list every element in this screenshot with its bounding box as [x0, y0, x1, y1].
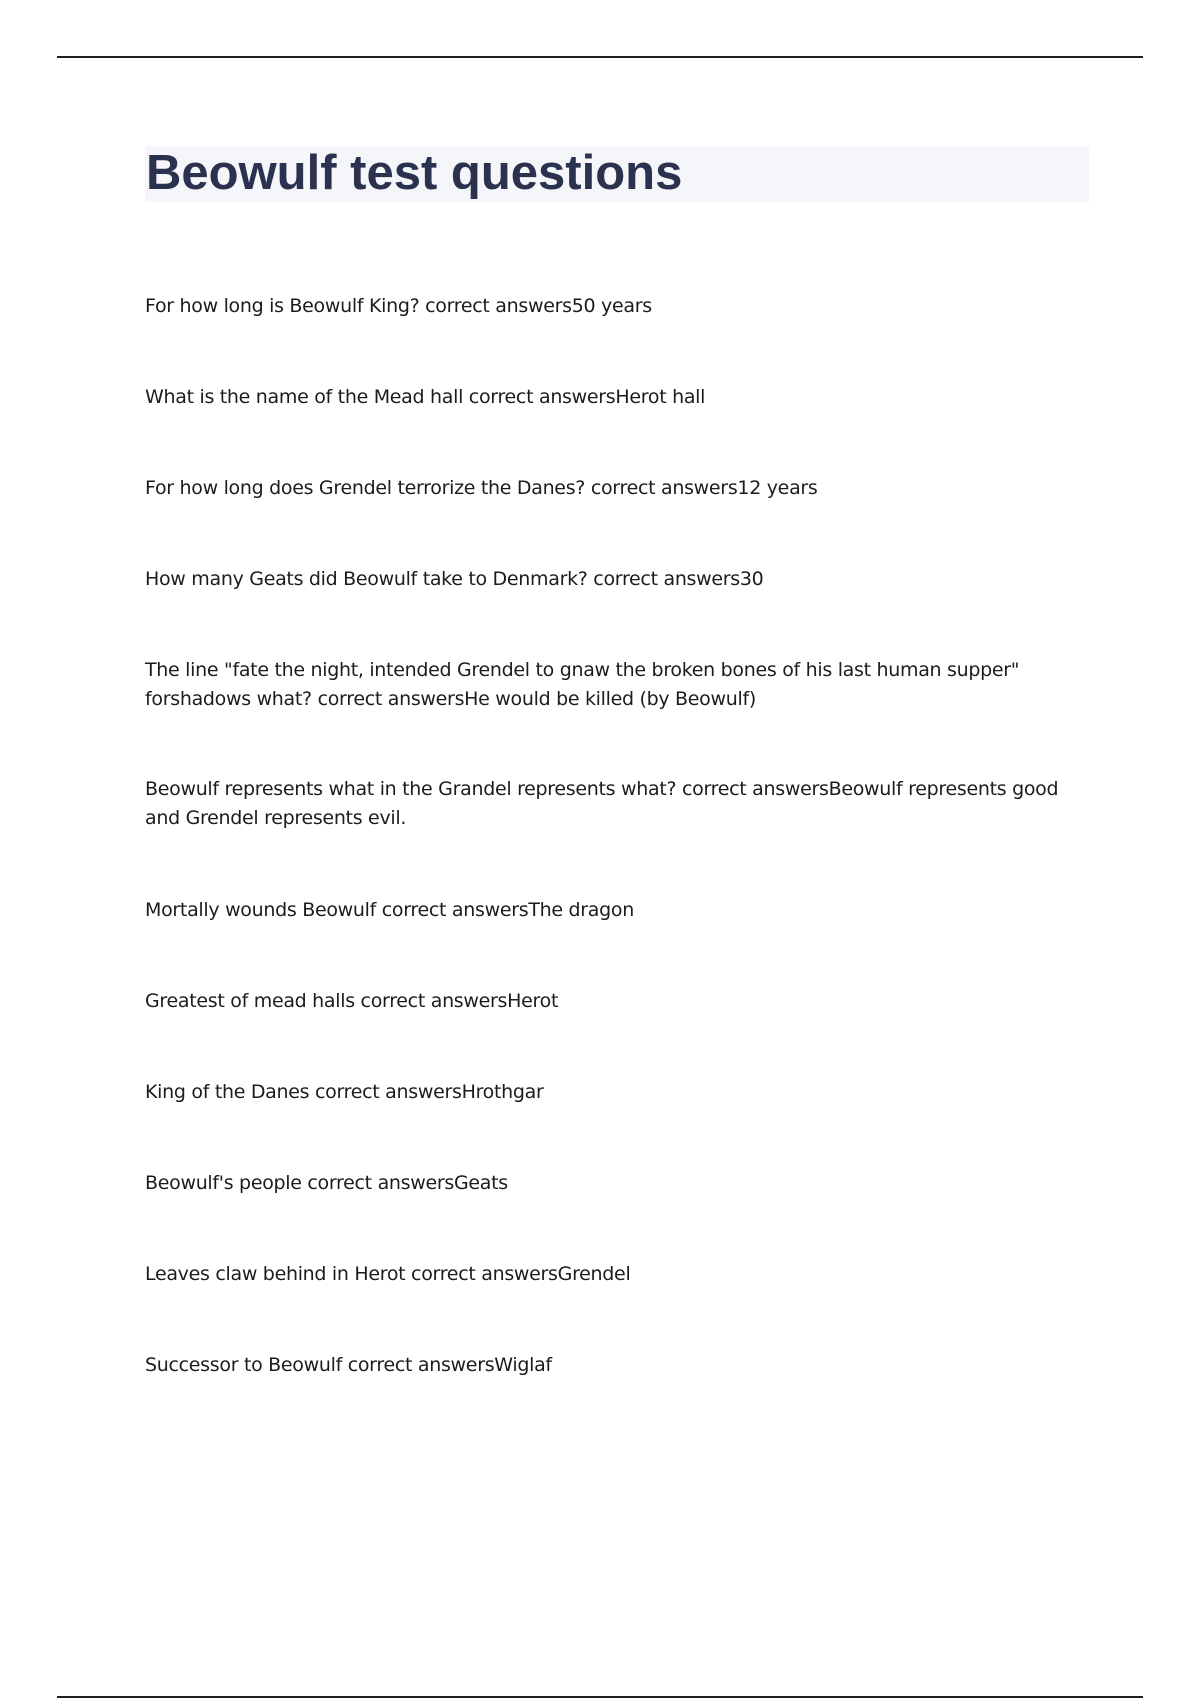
- qa-item: For how long is Beowulf King? correct answers50 years: [145, 295, 652, 317]
- qa-item: Successor to Beowulf correct answersWiglaf: [145, 1354, 552, 1376]
- qa-item: What is the name of the Mead hall correct answersHerot hall: [145, 386, 706, 408]
- qa-item: Leaves claw behind in Herot correct answersGrendel: [145, 1263, 631, 1285]
- qa-item: Mortally wounds Beowulf correct answersThe dragon: [145, 899, 634, 921]
- qa-item: For how long does Grendel terrorize the Danes? correct answers12 years: [145, 477, 818, 499]
- qa-item: Beowulf's people correct answersGeats: [145, 1172, 508, 1194]
- qa-item: Beowulf represents what in the Grandel represents what? correct answersBeowulf represents good and Grendel represents evil.: [145, 778, 1059, 829]
- qa-item: How many Geats did Beowulf take to Denmark? correct answers30: [145, 568, 764, 590]
- qa-item: King of the Danes correct answersHrothgar: [145, 1081, 544, 1103]
- footer-rule: [57, 1696, 1143, 1698]
- qa-item: The line "fate the night, intended Grendel to gnaw the broken bones of his last human supper" forshadows what? correct answersHe would be killed (by Beowulf): [145, 659, 1020, 710]
- page-title: Beowulf test questions: [146, 146, 683, 200]
- qa-item: Greatest of mead halls correct answersHerot: [145, 990, 559, 1012]
- header-rule: [57, 56, 1143, 58]
